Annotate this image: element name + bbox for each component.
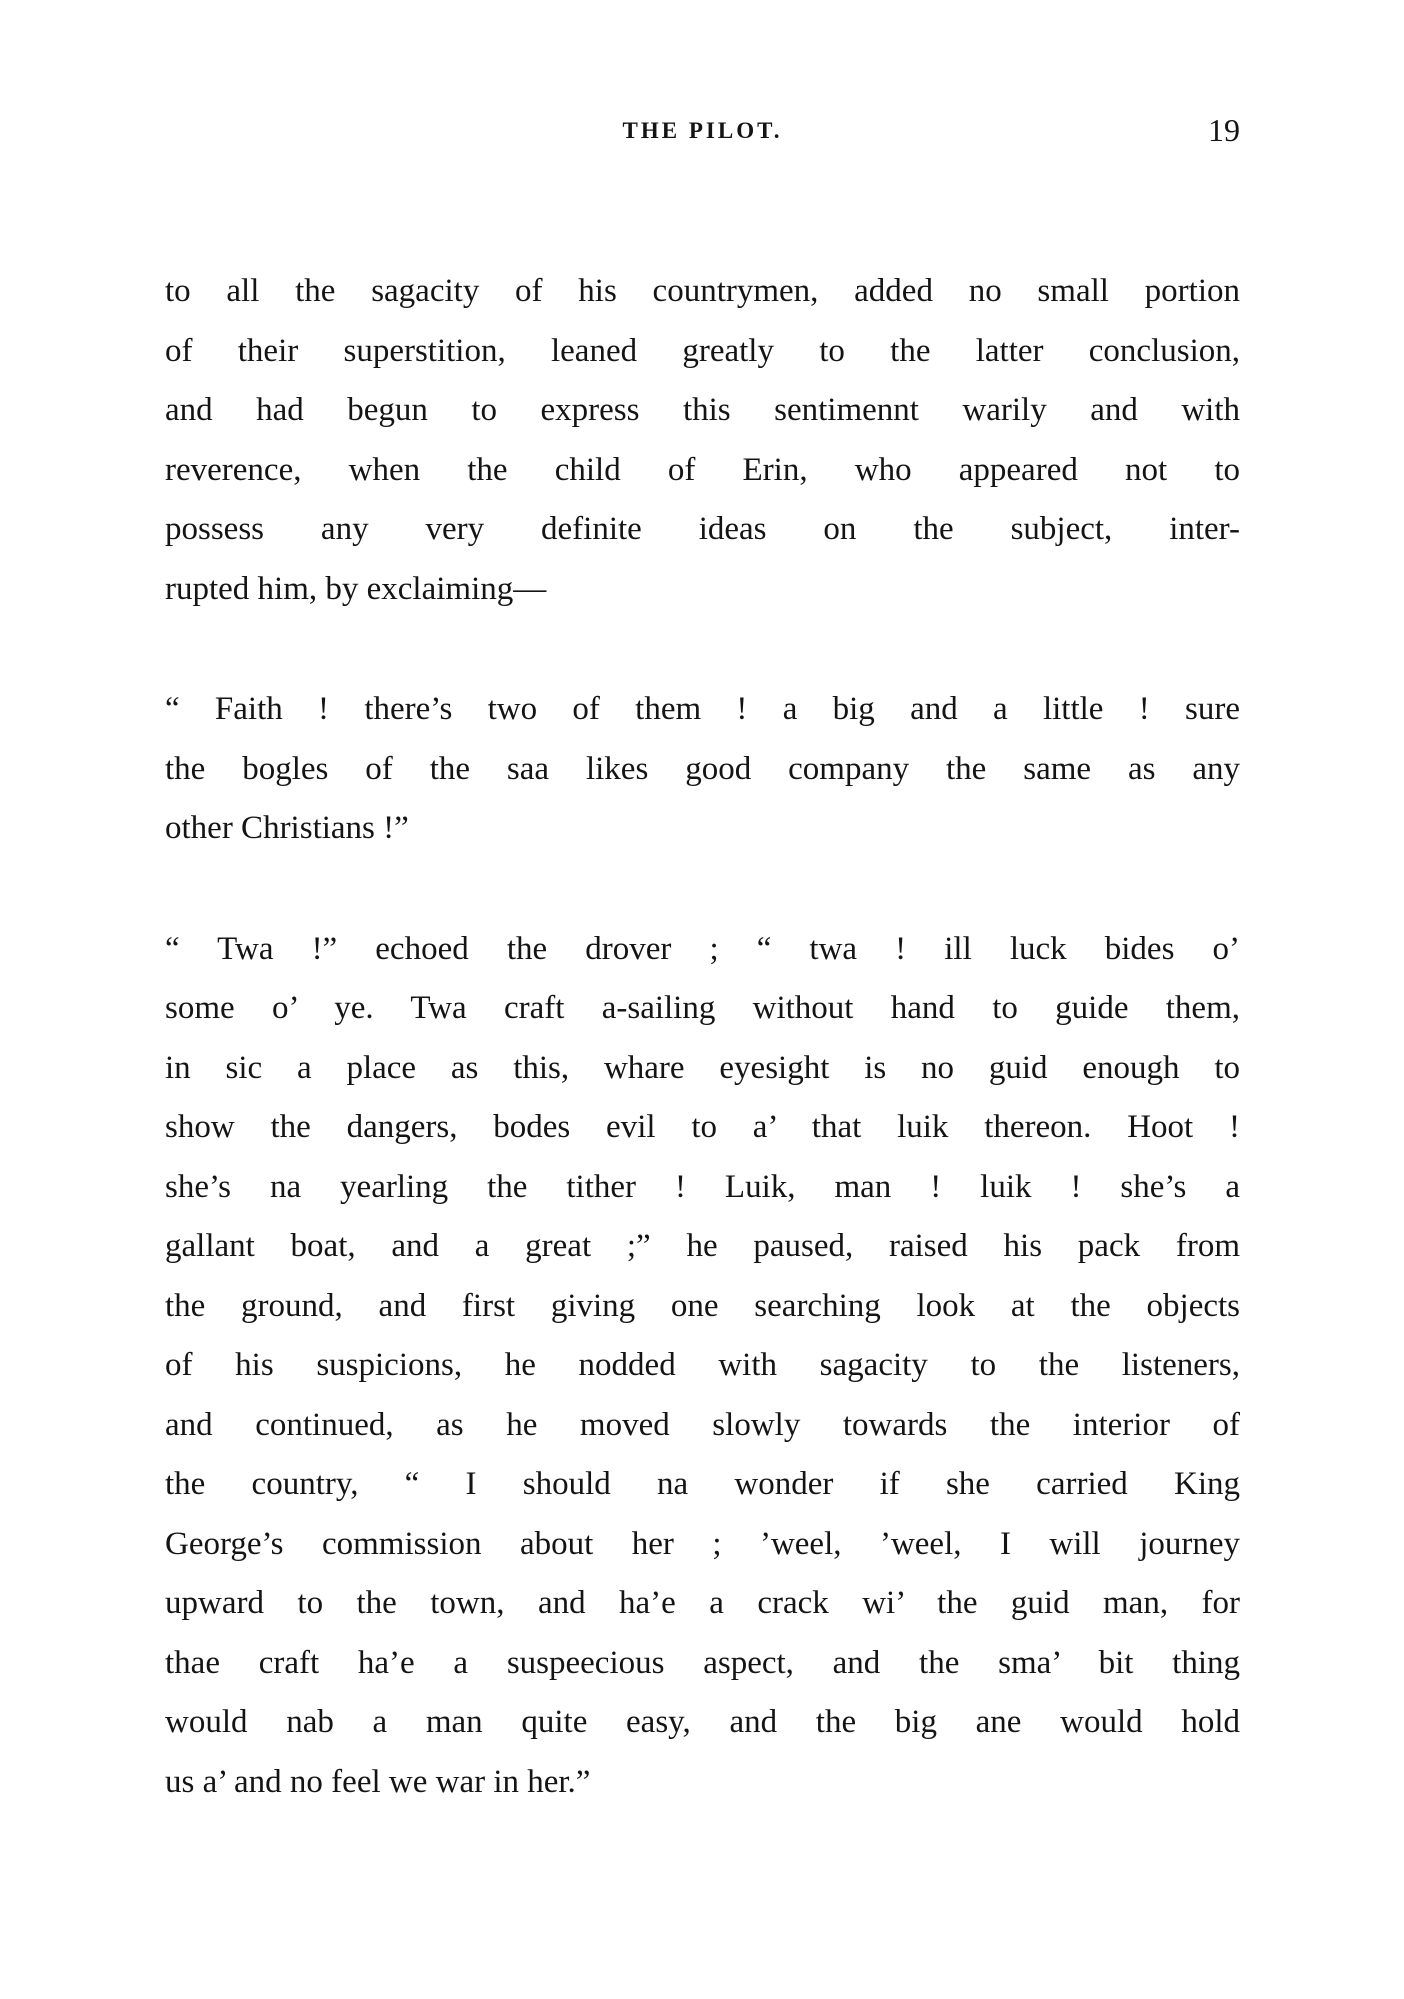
- text-line: us a’ and no feel we war in her.”: [165, 1763, 591, 1800]
- text-line: of his suspicions, he nodded with sagacity to the listeners,: [165, 1347, 1240, 1383]
- text-line: reverence, when the child of Erin, who appeared not to: [165, 451, 1240, 488]
- text-line: “ Faith ! there’s two of them ! a big and a little ! sure: [165, 691, 1240, 727]
- page-number: 19: [1208, 112, 1240, 148]
- text-line: upward to the town, and ha’e a crack wi’ the guid man, for: [165, 1585, 1240, 1621]
- text-line: would nab a man quite easy, and the big ane would hold: [165, 1704, 1240, 1740]
- text-line: in sic a place as this, whare eyesight is no guid enough to: [165, 1049, 1240, 1086]
- text-line: thae craft ha’e a suspeecious aspect, and the sma’ bit thing: [165, 1644, 1240, 1681]
- text-line: possess any very definite ideas on the subject, inter-: [165, 511, 1240, 547]
- text-line: the country, “ I should na wonder if she carried King: [165, 1466, 1240, 1502]
- text-line: to all the sagacity of his countrymen, added no small portion: [165, 273, 1240, 309]
- text-line: gallant boat, and a great ;” he paused, raised his pack from: [165, 1228, 1240, 1264]
- text-line: “ Twa !” echoed the drover ; “ twa ! ill luck bides o’: [165, 930, 1240, 967]
- text-line: George’s commission about her ; ’weel, ’weel, I will journey: [165, 1525, 1240, 1562]
- paragraph-1: [165, 262, 1240, 619]
- running-title: THE PILOT.: [622, 118, 783, 143]
- text-line: some o’ ye. Twa craft a-sailing without hand to guide them,: [165, 990, 1240, 1026]
- paragraph-2: [165, 680, 1240, 859]
- paragraph-gap: [165, 859, 1240, 920]
- paragraph-gap: [165, 619, 1240, 680]
- body-text: [165, 262, 1240, 1812]
- text-line: rupted him, by exclaiming—: [165, 570, 547, 607]
- text-line: other Christians !”: [165, 810, 409, 846]
- text-line: the bogles of the saa likes good company the same as any: [165, 750, 1240, 787]
- paragraph-3: [165, 920, 1240, 1813]
- text-line: of their superstition, leaned greatly to the latter conclusion,: [165, 332, 1240, 369]
- text-line: show the dangers, bodes evil to a’ that luik thereon. Hoot !: [165, 1109, 1240, 1145]
- text-line: and continued, as he moved slowly towards the interior of: [165, 1406, 1240, 1443]
- text-line: she’s na yearling the tither ! Luik, man ! luik ! she’s a: [165, 1168, 1240, 1205]
- text-line: the ground, and first giving one searching look at the objects: [165, 1287, 1240, 1324]
- running-head: [165, 112, 1240, 152]
- text-line: and had begun to express this sentimennt warily and with: [165, 392, 1240, 428]
